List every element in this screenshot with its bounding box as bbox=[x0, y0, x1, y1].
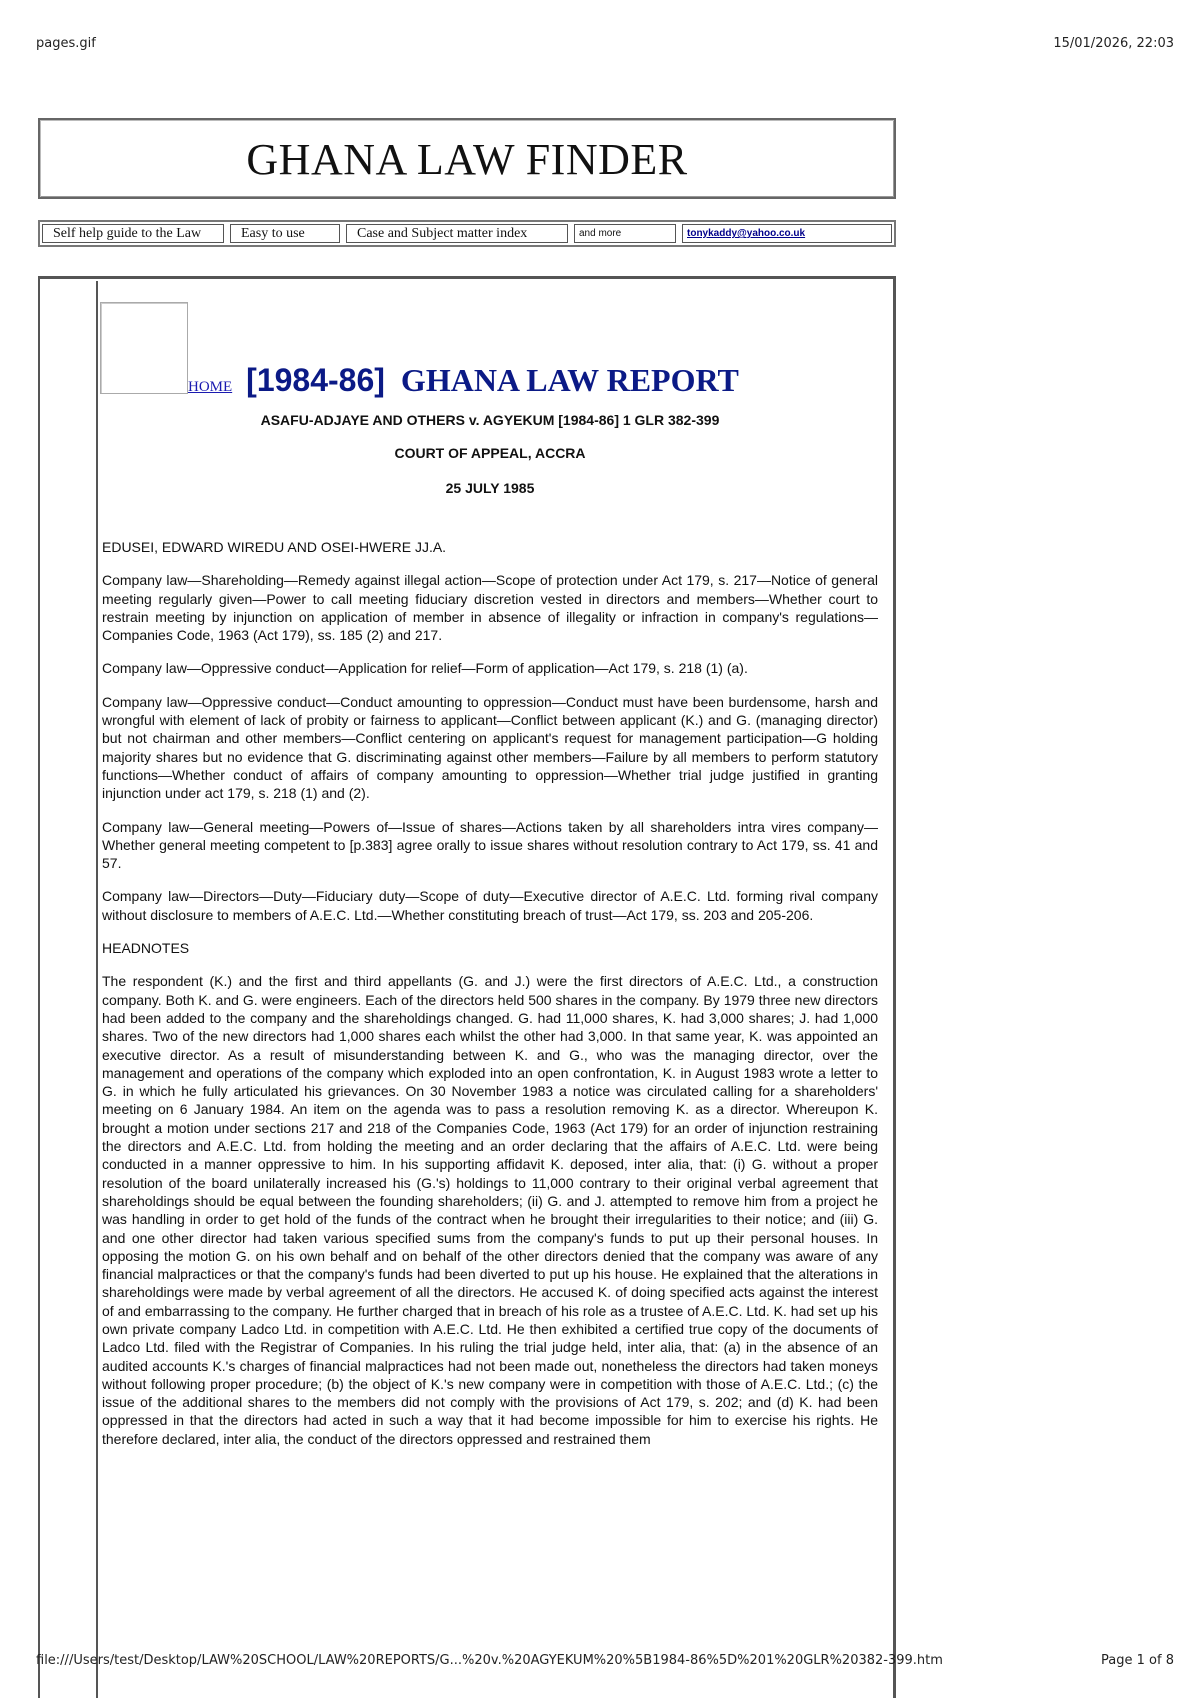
print-header-left: pages.gif bbox=[36, 36, 96, 51]
nav-easy-to-use[interactable]: Easy to use bbox=[230, 224, 340, 243]
report-heading bbox=[188, 362, 739, 399]
nav-and-more[interactable]: and more bbox=[574, 224, 676, 243]
print-header bbox=[36, 36, 1174, 52]
headnote-paragraph: The respondent (K.) and the first and third appellants (G. and J.) were the first directors of A.E.C. Ltd., a construction company. Both K. and G. were engineers. Each of the directors held 500 shares in the company. By 1979 three new directors had been added to the company and the shareholdings changed. G. had 11,000 shares, K. had 3,000 shares; J. had 1,000 shares. Two of the new directors had 1,000 shares each whilst the other had 3,000. In that same year, K. was appointed an executive director. As a result of misunderstanding between K. and G., who was the managing director, over the management and operations of the company which exploded into an open confrontation, K. in August 1983 wrote a letter to G. in which he fully articulated his grievances. On 30 November 1983 a notice was circulated calling for a shareholders' meeting on 6 January 1984. An item on the agenda was to pass a resolution removing K. as a director. Whereupon K. brought a motion under sections 217 and 218 of the Companies Code, 1963 (Act 179) for an order of injunction restraining the directors and A.E.C. Ltd. from holding the meeting and an order declaring that the affairs of A.E.C. Ltd. were being conducted in a manner oppressive to him. In his supporting affidavit K. deposed, inter alia, that: (i) G. without a proper resolution of the board unilaterally increased his (G.'s) holdings to 11,000 contrary to their original verbal agreement that shareholdings should be equal between the founding shareholders; (ii) G. and J. attempted to remove him from a project he was handling in order to get hold of the funds of the contract when he brought their irregularities to their notice; and (iii) G. and one other director had taken various specified sums from the company's funds to put up their personal houses. In opposing the motion G. on his own behalf and on behalf of the other directors denied that the company was aware of any financial malpractices or that the company's funds had been diverted to put up his house. He explained that the alterations in shareholdings were made by verbal agreement of all the directors. He accused K. of doing specified acts against the interest of and embarrassing to the company. He further charged that in breach of his role as a trustee of A.E.C. Ltd. K. had set up his own private company Ladco Ltd. in competition with A.E.C. Ltd. He then exhibited a certified true copy of the documents of Ladco Ltd. filed with the Registrar of Companies. In his ruling the trial judge held, inter alia, that: (a) in the absence of an audited accounts K.'s charges of financial malpractices had not been made out, nonetheless the directors had taken moneys without following proper procedure; (b) the object of K.'s new company were in competition with those of A.E.C. Ltd.; (c) the issue of the additional shares to the members did not comply with the provisions of Act 179, s. 202; and (d) K. had been oppressed in that the directors had acted in such a way that it had become impossible for him to exercise his rights. He therefore declared, inter alia, the conduct of the directors oppressed and restrained them bbox=[102, 973, 878, 1447]
left-column-divider bbox=[96, 281, 98, 1698]
catchwords-paragraph: Company law—Shareholding—Remedy against illegal action—Scope of protection under Act 179, s. 217—Notice of general meeting regularly given—Power to call meeting fiduciary discretion vested in directors and members—Whether court to restrain meeting by injunction on application of member in absence of illegality or infraction in company's regulations—Companies Code, 1963 (Act 179), ss. 185 (2) and 217. bbox=[102, 572, 878, 644]
nav-self-help[interactable]: Self help guide to the Law bbox=[42, 224, 224, 243]
site-title: GHANA LAW FINDER bbox=[246, 135, 688, 184]
email-link[interactable]: tonykaddy@yahoo.co.uk bbox=[687, 228, 806, 239]
report-title bbox=[246, 362, 739, 398]
print-footer-page: Page 1 of 8 bbox=[1101, 1653, 1174, 1668]
judges-line: EDUSEI, EDWARD WIREDU AND OSEI-HWERE JJ.A. bbox=[102, 539, 447, 555]
print-footer-url: file:///Users/test/Desktop/LAW%20SCHOOL/LAW%20REPORTS/G...%20v.%20AGYEKUM%20%5B1984-86%5D%201%20GLR%20382-399.htm bbox=[36, 1653, 943, 1668]
catchwords-paragraph: Company law—Oppressive conduct—Application for relief—Form of application—Act 179, s. 218 (1) (a). bbox=[102, 660, 748, 677]
report-years: [1984-86] bbox=[246, 362, 385, 398]
print-footer bbox=[36, 1653, 1174, 1669]
nav-email-cell bbox=[682, 224, 892, 243]
report-name: GHANA LAW REPORT bbox=[400, 362, 739, 398]
catchwords-paragraph: Company law—General meeting—Powers of—Issue of shares—Actions taken by all shareholders intra vires company—Whether general meeting competent to [p.383] agree orally to issue shares without resolution contrary to Act 179, ss. 41 and 57. bbox=[102, 818, 878, 872]
print-header-datetime: 15/01/2026, 22:03 bbox=[1053, 36, 1174, 51]
headnotes-label: HEADNOTES bbox=[102, 940, 190, 957]
case-title: ASAFU-ADJAYE AND OTHERS v. AGYEKUM [1984-86] 1 GLR 382-399 bbox=[260, 412, 720, 428]
broken-image-placeholder bbox=[100, 302, 188, 394]
home-link[interactable]: HOME bbox=[188, 379, 233, 395]
nav-bar bbox=[38, 220, 896, 247]
site-title-box bbox=[38, 118, 896, 199]
report-body bbox=[102, 538, 878, 1463]
judgment-date: 25 JULY 1985 bbox=[445, 480, 535, 496]
catchwords-paragraph: Company law—Oppressive conduct—Conduct amounting to oppression—Conduct must have been burdensome, harsh and wrongful with element of lack of probity or fairness to applicant—Conflict between applicant (K.) and G. (managing director) but not chairman and other members—Conflict centering on applicant's request for management participation—G holding majority shares but no evidence that G. discriminating against other members—Failure by all members to perform statutory functions—Whether conduct of affairs of company amounting to oppression—Whether trial judge justified in granting injunction under act 179, s. 218 (1) and (2). bbox=[102, 693, 878, 802]
court-name: COURT OF APPEAL, ACCRA bbox=[394, 445, 586, 461]
catchwords-paragraph: Company law—Directors—Duty—Fiduciary duty—Scope of duty—Executive director of A.E.C. Ltd. forming rival company without disclosure to members of A.E.C. Ltd.—Whether constituting breach of trust—Act 179, ss. 203 and 205-206. bbox=[102, 888, 878, 923]
nav-case-index[interactable]: Case and Subject matter index bbox=[346, 224, 568, 243]
